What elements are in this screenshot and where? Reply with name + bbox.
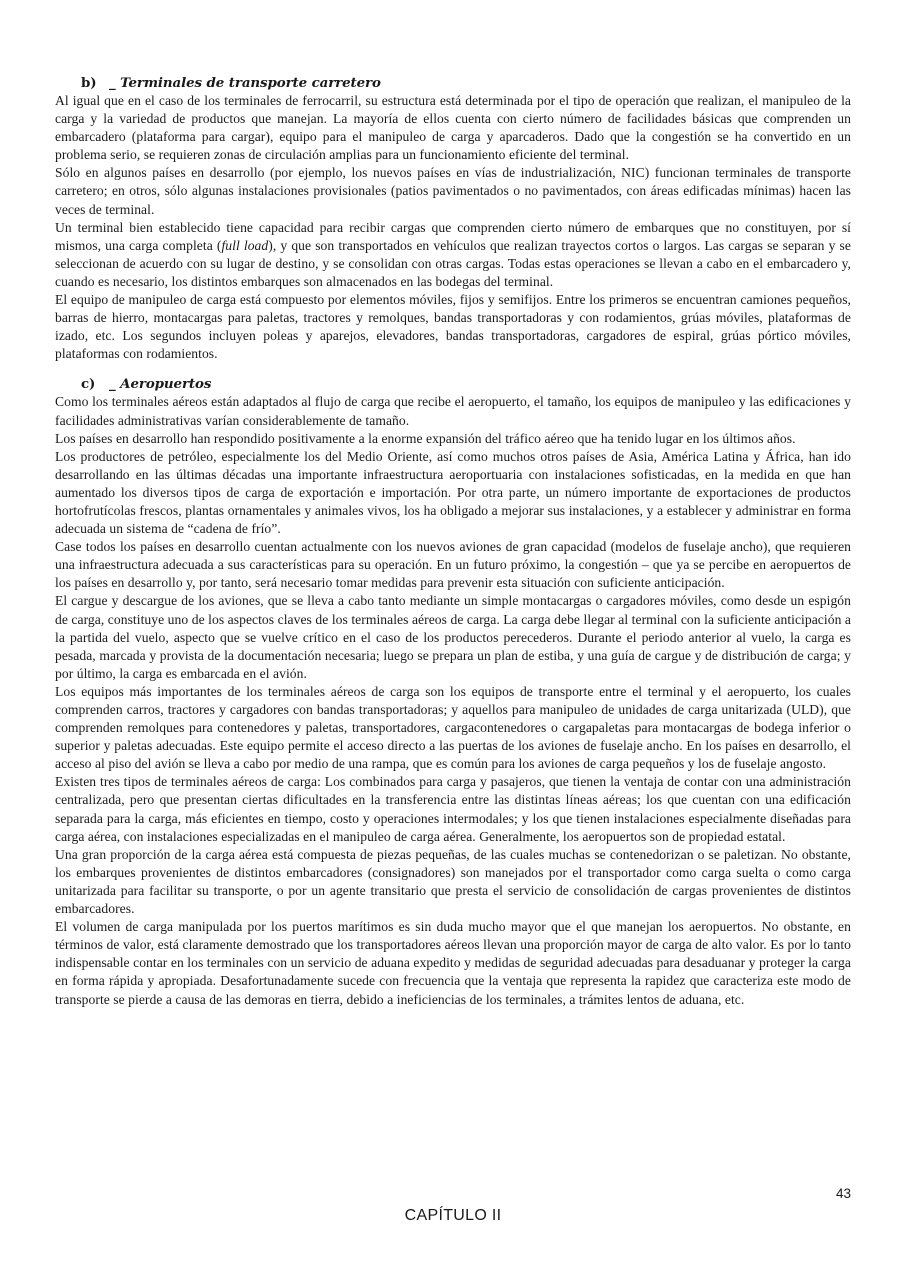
- paragraph: Existen tres tipos de terminales aéreos de carga: Los combinados para carga y pasajeros, que tienen la ventaja de contar con una administración centralizada, pero que presentan ciertas dificultades en la transferencia entre las distintas líneas aéreas; los que cuentan con una edificación separada para la carga, más eficientes en tiempo, costo y operaciones intermodales; y los que tienen instalaciones especialmente diseñadas para carga aérea, con instalaciones especializadas en el manipuleo de carga aérea. Generalmente, los aeropuertos son de propiedad estatal.: [55, 774, 851, 844]
- chapter-footer: CAPÍTULO II: [404, 1207, 502, 1224]
- paragraph-text: Un terminal bien establecido tiene capacidad para recibir cargas que comprenden cierto número de embarques que no constituyen, por sí mismos, una carga completa (: [55, 219, 851, 253]
- paragraph: Como los terminales aéreos están adaptados al flujo de carga que recibe el aeropuerto, el tamaño, los equipos de manipuleo y las edificaciones y facilidades administrativas varían considerablemente de tamaño.: [55, 394, 851, 428]
- section-letter: c): [81, 376, 96, 393]
- paragraph: Al igual que en el caso de los terminales de ferrocarril, su estructura está determinada por el tipo de operación que realizan, el manipuleo de la carga y la variedad de productos que manejan. La mayoría de ellos cuenta con cierto número de facilidades básicas que comprenden un embarcadero (plataforma para cargar), equipo para el manipuleo de carga y aparcaderos. Dado que la congestión se ha convertido en un problema serio, se requieren zonas de circulación amplias para un funcionamiento eficiente del terminal.: [55, 93, 851, 163]
- paragraph: Una gran proporción de la carga aérea está compuesta de piezas pequeñas, de las cuales muchas se contenedorizan o se paletizan. No obstante, los embarques provenientes de distintos embarcadores (consignadores) son manejados por el transportador como carga suelta o como carga unitarizada para facilitar su transporte, o por un agente transitario que presta el servicio de consolidación de cargas provenientes de distintos embarcadores.: [55, 846, 851, 917]
- section-letter: b): [81, 75, 97, 91]
- paragraph: El equipo de manipuleo de carga está compuesto por elementos móviles, fijos y semifijos. Entre los primeros se encuentran camiones pequeños, barras de hierro, montacargas para paletas, tractores y remolques, bandas transportadoras y con rodamientos, grúas móviles, plataformas de izado, etc. Los segundos incluyen poleas y aparejos, elevadores, bandas transportadoras, cargadores de espiral, grúas pórtico móviles, plataformas con rodamientos.: [55, 292, 851, 362]
- paragraph: Case todos los países en desarrollo cuentan actualmente con los nuevos aviones de gran capacidad (modelos de fuselaje ancho), que requieren una infraestructura adecuada a sus características para su operación. En un futuro próximo, la congestión – que ya se percibe en aeropuertos de los países en desarrollo y, por tanto, será necesario tomar medidas para prevenir esta situación con suficiente anticipación.: [55, 539, 851, 591]
- paragraph: Los productores de petróleo, especialmente los del Medio Oriente, así como muchos otros países de Asia, América Latina y África, han ido desarrollando en las últimas décadas una importante infraestructura aeroportuaria con instalaciones sofisticadas, en la medida en que han aumentado los diversos tipos de carga de exportación e importación. Por otra parte, un número importante de exportaciones de productos hortofrutícolas frescos, plantas ornamentales y animales vivos, los ha obligado a mejorar sus instalaciones, y a establecer y administrar en forma adecuada un sistema de “cadena de frío”.: [55, 448, 851, 537]
- section-title-text: _ Aeropuertos: [109, 376, 212, 393]
- section-gap: [55, 363, 851, 375]
- paragraph: El volumen de carga manipulada por los puertos marítimos es sin duda mucho mayor que el que manejan los aeropuertos. No obstante, en términos de valor, está claramente demostrado que los transportadores aéreos llevan una proporción mayor de carga de alto valor. Es por lo tanto indispensable contar en los terminales con un servicio de aduana expedito y medidas de seguridad adecuadas para desaduanar y proteger la carga en forma rápida y apropiada. Desafortunadamente sucede con frecuencia que la ventaja que representa la rapidez que caracteriza este modo de transporte se pierde a causa de las demoras en tierra, debido a ineficiencias de los terminales, a trámites lentos de aduana, etc.: [55, 919, 851, 1007]
- italic-term: full load: [221, 237, 269, 253]
- paragraph: El cargue y descargue de los aviones, que se lleva a cabo tanto mediante un simple montacargas o cargadores móviles, como desde un espigón de carga, constituye uno de los aspectos claves de los terminales aéreos de carga. La carga debe llegar al terminal con la suficiente anticipación a la partida del vuelo, aspecto que se vuelve crítico en el caso de los productos perecederos. Durante el periodo anterior al vuelo, la carga es pesada, marcada y provista de la documentación necesaria; luego se prepara un plan de estiba, y una guía de cargue y de distribución de carga; y por último, la carga es embarcada en el avión.: [55, 593, 851, 681]
- section-title-text: _ Terminales de transporte carretero: [109, 75, 381, 91]
- page-number: 43: [835, 1186, 851, 1201]
- section-heading-road-terminals: [81, 74, 851, 92]
- page-body: [55, 74, 851, 1009]
- paragraph: Sólo en algunos países en desarrollo (por ejemplo, los nuevos países en vías de industrialización, NIC) funcionan terminales de transporte carretero; en otros, sólo algunas instalaciones provisionales (patios pavimentados o no pavimentados, con áreas edificadas mínimas) hacen las veces de terminal.: [55, 165, 851, 217]
- paragraph: [55, 219, 851, 291]
- section-heading-airports: [81, 375, 851, 393]
- paragraph: Los equipos más importantes de los terminales aéreos de carga son los equipos de transporte entre el terminal y el aeropuerto, los cuales comprenden carros, tractores y cargadores con bandas transportadoras; y aquellos para manipuleo de unidades de carga unitarizada (ULD), que comprenden remolques para contenedores y paletas, transportadores, cargacontenedores o cargapaletas para montacargas de bodega inferior o superior y paletas adecuadas. Este equipo permite el acceso directo a las puertas de los aviones de fuselaje ancho. En los países en desarrollo, el acceso al piso del avión se lleva a cabo por medio de una rampa, que es común para los aviones de carga pequeños y los de fuselaje angosto.: [55, 683, 851, 772]
- paragraph: Los países en desarrollo han respondido positivamente a la enorme expansión del tráfico aéreo que ha tenido lugar en los últimos años.: [55, 430, 796, 446]
- paragraph-text: ), y que son transportados en vehículos que realizan trayectos cortos o largos. Las cargas se separan y se seleccionan de acuerdo con su lugar de destino, y se consolidan con otras cargas. Todas estas operaciones se llevan a cabo en el embarcadero y, cuando es necesario, los distintos embarques son almacenados en las bodegas del terminal.: [55, 237, 851, 289]
